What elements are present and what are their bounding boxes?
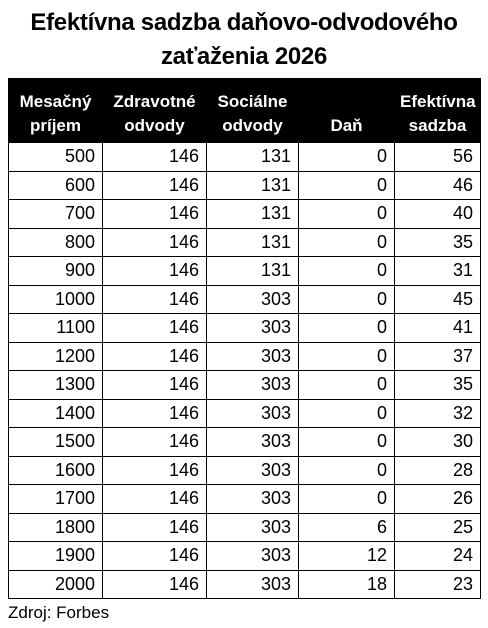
table-cell: 131 xyxy=(207,143,299,172)
table-cell: 500 xyxy=(9,143,103,172)
table-body xyxy=(9,143,481,599)
page-title xyxy=(0,6,488,74)
table-cell: 32 xyxy=(395,399,481,428)
table-row xyxy=(9,399,481,428)
table-row xyxy=(9,485,481,514)
table-cell: 0 xyxy=(299,428,395,457)
table-cell: 40 xyxy=(395,200,481,229)
table-cell: 146 xyxy=(103,342,207,371)
table-cell: 23 xyxy=(395,570,481,599)
table-cell: 25 xyxy=(395,513,481,542)
table-row xyxy=(9,513,481,542)
table-row xyxy=(9,285,481,314)
table-cell: 146 xyxy=(103,570,207,599)
column-header-4-line-1: sadzba xyxy=(408,116,467,135)
table-cell: 146 xyxy=(103,456,207,485)
column-header-3 xyxy=(299,79,395,143)
table-cell: 146 xyxy=(103,542,207,571)
table-cell: 131 xyxy=(207,171,299,200)
table-cell: 1400 xyxy=(9,399,103,428)
table-cell: 900 xyxy=(9,257,103,286)
table-cell: 0 xyxy=(299,171,395,200)
table-cell: 800 xyxy=(9,228,103,257)
table-cell: 700 xyxy=(9,200,103,229)
table-cell: 12 xyxy=(299,542,395,571)
table-cell: 0 xyxy=(299,143,395,172)
table-cell: 1600 xyxy=(9,456,103,485)
column-header-1 xyxy=(103,79,207,143)
table-cell: 303 xyxy=(207,513,299,542)
title-line-2: zaťaženia 2026 xyxy=(160,43,328,70)
table-cell: 35 xyxy=(395,371,481,400)
column-header-2-line-0: Sociálne xyxy=(217,92,288,111)
table-row xyxy=(9,342,481,371)
table-row xyxy=(9,171,481,200)
table-cell: 303 xyxy=(207,314,299,343)
title-line-1: Efektívna sadzba daňovo-odvodového xyxy=(30,9,458,36)
table-cell: 1300 xyxy=(9,371,103,400)
table-cell: 46 xyxy=(395,171,481,200)
table-row xyxy=(9,200,481,229)
table-cell: 146 xyxy=(103,399,207,428)
table-row xyxy=(9,143,481,172)
table-cell: 303 xyxy=(207,542,299,571)
table-cell: 303 xyxy=(207,456,299,485)
table-cell: 2000 xyxy=(9,570,103,599)
table-cell: 303 xyxy=(207,371,299,400)
table-cell: 0 xyxy=(299,257,395,286)
table-row xyxy=(9,257,481,286)
table-cell: 146 xyxy=(103,485,207,514)
table-cell: 146 xyxy=(103,371,207,400)
column-header-2-line-1: odvody xyxy=(222,116,283,135)
table-cell: 303 xyxy=(207,342,299,371)
table-cell: 131 xyxy=(207,228,299,257)
table-cell: 56 xyxy=(395,143,481,172)
table-cell: 1800 xyxy=(9,513,103,542)
table-cell: 131 xyxy=(207,257,299,286)
table-cell: 1500 xyxy=(9,428,103,457)
table-row xyxy=(9,371,481,400)
table-cell: 0 xyxy=(299,342,395,371)
table-cell: 146 xyxy=(103,428,207,457)
table-cell: 600 xyxy=(9,171,103,200)
column-header-1-line-0: Zdravotné xyxy=(113,92,196,111)
table-cell: 146 xyxy=(103,285,207,314)
table-cell: 1900 xyxy=(9,542,103,571)
table-cell: 146 xyxy=(103,228,207,257)
table-cell: 303 xyxy=(207,485,299,514)
tax-rate-table xyxy=(8,78,481,599)
table-cell: 146 xyxy=(103,513,207,542)
column-header-0-line-1: príjem xyxy=(29,116,82,135)
table-cell: 303 xyxy=(207,285,299,314)
table-cell: 41 xyxy=(395,314,481,343)
table-cell: 30 xyxy=(395,428,481,457)
table-cell: 28 xyxy=(395,456,481,485)
column-header-4 xyxy=(395,79,481,143)
table-cell: 1100 xyxy=(9,314,103,343)
table-cell: 1000 xyxy=(9,285,103,314)
source-note: Zdroj: Forbes xyxy=(8,603,110,622)
table-cell: 1700 xyxy=(9,485,103,514)
table-cell: 146 xyxy=(103,314,207,343)
table-cell: 0 xyxy=(299,399,395,428)
table-cell: 37 xyxy=(395,342,481,371)
header-row xyxy=(9,79,481,143)
table-cell: 0 xyxy=(299,285,395,314)
column-header-2 xyxy=(207,79,299,143)
table-row xyxy=(9,456,481,485)
table-cell: 0 xyxy=(299,200,395,229)
column-header-1-line-1: odvody xyxy=(124,116,185,135)
table-cell: 18 xyxy=(299,570,395,599)
table-cell: 303 xyxy=(207,399,299,428)
column-header-3-line-0 xyxy=(304,90,389,114)
table-cell: 146 xyxy=(103,143,207,172)
column-header-0 xyxy=(9,79,103,143)
table-cell: 146 xyxy=(103,200,207,229)
table-row xyxy=(9,542,481,571)
table-cell: 303 xyxy=(207,570,299,599)
table-row xyxy=(9,314,481,343)
table-cell: 26 xyxy=(395,485,481,514)
table-cell: 45 xyxy=(395,285,481,314)
table-cell: 0 xyxy=(299,456,395,485)
table-cell: 6 xyxy=(299,513,395,542)
table-cell: 31 xyxy=(395,257,481,286)
column-header-4-line-0: Efektívna xyxy=(400,92,476,111)
table-cell: 0 xyxy=(299,371,395,400)
table-row xyxy=(9,428,481,457)
table-cell: 131 xyxy=(207,200,299,229)
table-row xyxy=(9,228,481,257)
table-cell: 1200 xyxy=(9,342,103,371)
table-row xyxy=(9,570,481,599)
column-header-3-line-1: Daň xyxy=(330,116,363,135)
table-cell: 0 xyxy=(299,228,395,257)
table-cell: 0 xyxy=(299,314,395,343)
column-header-0-line-0: Mesačný xyxy=(19,92,92,111)
table-cell: 146 xyxy=(103,257,207,286)
table-cell: 303 xyxy=(207,428,299,457)
table-cell: 0 xyxy=(299,485,395,514)
table-header xyxy=(9,79,481,143)
table-cell: 35 xyxy=(395,228,481,257)
table-cell: 146 xyxy=(103,171,207,200)
table-cell: 24 xyxy=(395,542,481,571)
